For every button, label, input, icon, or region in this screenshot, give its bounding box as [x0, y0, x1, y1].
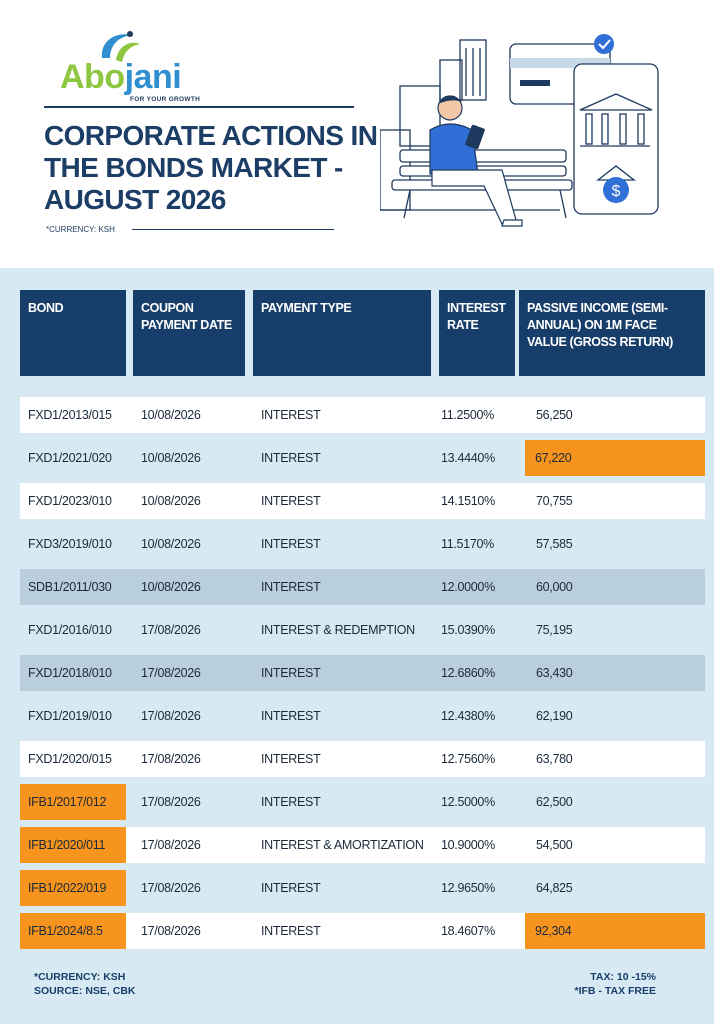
cell-income: 70,755	[536, 494, 573, 508]
cell-bond: FXD1/2018/010	[28, 666, 112, 680]
cell-date: 10/08/2026	[141, 451, 201, 465]
cell-rate: 12.9650%	[441, 881, 495, 895]
cell-income-highlighted: 67,220	[525, 440, 705, 476]
cell-date: 17/08/2026	[141, 709, 201, 723]
cell-rate: 12.6860%	[441, 666, 495, 680]
cell-rate: 18.4607%	[441, 924, 495, 938]
divider	[132, 229, 334, 230]
cell-income: 54,500	[536, 838, 573, 852]
cell-rate: 15.0390%	[441, 623, 495, 637]
cell-rate: 11.2500%	[441, 408, 494, 422]
table-row	[20, 827, 705, 863]
footer-ifb-note: *IFB - TAX FREE	[574, 985, 656, 997]
cell-bond: FXD1/2013/015	[28, 408, 112, 422]
table-row	[20, 483, 705, 519]
cell-bond: FXD1/2021/020	[28, 451, 112, 465]
cell-rate: 14.1510%	[441, 494, 495, 508]
footer-source: SOURCE: NSE, CBK	[34, 985, 136, 997]
cell-bond: FXD1/2019/010	[28, 709, 112, 723]
footer-currency: *CURRENCY: KSH	[34, 971, 126, 983]
cell-date: 17/08/2026	[141, 752, 201, 766]
cell-rate: 12.4380%	[441, 709, 495, 723]
table-row	[20, 612, 705, 648]
table-row	[20, 655, 705, 691]
cell-type: INTEREST	[261, 881, 321, 895]
cell-type: INTEREST & REDEMPTION	[261, 623, 415, 637]
cell-date: 17/08/2026	[141, 623, 201, 637]
brand-wordmark	[60, 58, 181, 97]
cell-date: 10/08/2026	[141, 408, 201, 422]
cell-date: 17/08/2026	[141, 924, 201, 938]
cell-bond: FXD1/2016/010	[28, 623, 112, 637]
footer-notes-right	[575, 970, 656, 998]
title-line-2: THE BONDS MARKET -	[44, 152, 343, 183]
cell-date: 10/08/2026	[141, 537, 201, 551]
table-row	[20, 784, 705, 820]
cell-income: 62,190	[536, 709, 573, 723]
table-row	[20, 397, 705, 433]
cell-type: INTEREST	[261, 408, 321, 422]
header	[0, 0, 714, 268]
cell-type: INTEREST	[261, 795, 321, 809]
cell-type: INTEREST	[261, 580, 321, 594]
footer-notes-left	[34, 970, 136, 998]
cell-date: 17/08/2026	[141, 881, 201, 895]
brand-name-part1: Abo	[60, 58, 125, 96]
column-header-interest-rate: INTEREST RATE	[439, 290, 515, 376]
cell-bond: FXD1/2020/015	[28, 752, 112, 766]
cell-income: 63,430	[536, 666, 573, 680]
page-title	[44, 120, 384, 216]
cell-type: INTEREST	[261, 451, 321, 465]
table-row	[20, 698, 705, 734]
cell-date: 10/08/2026	[141, 580, 201, 594]
cell-bond-highlighted: IFB1/2020/011	[20, 827, 126, 863]
cell-bond-highlighted: IFB1/2022/019	[20, 870, 126, 906]
cell-type: INTEREST	[261, 924, 321, 938]
cell-type: INTEREST	[261, 752, 321, 766]
cell-rate: 10.9000%	[441, 838, 495, 852]
cell-rate: 12.7560%	[441, 752, 495, 766]
cell-bond: SDB1/2011/030	[28, 580, 112, 594]
cell-type: INTEREST	[261, 666, 321, 680]
cell-type: INTEREST	[261, 537, 321, 551]
cell-rate: 13.4440%	[441, 451, 495, 465]
title-line-1: CORPORATE ACTIONS IN	[44, 120, 378, 151]
cell-income: 57,585	[536, 537, 573, 551]
table-row	[20, 440, 705, 476]
cell-rate: 11.5170%	[441, 537, 494, 551]
cell-rate: 12.5000%	[441, 795, 495, 809]
cell-income: 75,195	[536, 623, 573, 637]
column-header-bond: BOND	[20, 290, 126, 376]
cell-income-highlighted: 92,304	[525, 913, 705, 949]
cell-income: 56,250	[536, 408, 573, 422]
table-row	[20, 741, 705, 777]
column-header-payment-type: PAYMENT TYPE	[253, 290, 431, 376]
table-row	[20, 913, 705, 949]
cell-date: 17/08/2026	[141, 666, 201, 680]
title-line-3: AUGUST 2026	[44, 184, 226, 215]
svg-text:$: $	[611, 183, 621, 200]
column-header-passive-income: PASSIVE INCOME (SEMI-ANNUAL) ON 1M FACE VALUE (GROSS RETURN)	[519, 290, 705, 376]
cell-bond-highlighted: IFB1/2024/8.5	[20, 913, 126, 949]
cell-date: 10/08/2026	[141, 494, 201, 508]
cell-type: INTEREST	[261, 494, 321, 508]
brand-tagline: FOR YOUR GROWTH	[130, 96, 201, 103]
person-with-tablet-illustration-icon	[380, 30, 670, 230]
cell-bond-highlighted: IFB1/2017/012	[20, 784, 126, 820]
cell-bond: FXD1/2023/010	[28, 494, 112, 508]
check-icon	[594, 34, 614, 54]
currency-note: *CURRENCY: KSH	[46, 225, 115, 234]
brand-name-part2: jani	[124, 58, 182, 96]
cell-type: INTEREST	[261, 709, 321, 723]
cell-income: 62,500	[536, 795, 573, 809]
table-row	[20, 870, 705, 906]
table-row	[20, 526, 705, 562]
cell-date: 17/08/2026	[141, 838, 201, 852]
cell-bond: FXD3/2019/010	[28, 537, 112, 551]
footer-tax: TAX: 10 -15%	[590, 971, 656, 983]
brand-logo	[60, 28, 220, 106]
cell-date: 17/08/2026	[141, 795, 201, 809]
cell-income: 60,000	[536, 580, 573, 594]
cell-type: INTEREST & AMORTIZATION	[261, 838, 424, 852]
cell-rate: 12.0000%	[441, 580, 495, 594]
cell-income: 63,780	[536, 752, 573, 766]
cell-income: 64,825	[536, 881, 573, 895]
table-row	[20, 569, 705, 605]
divider	[44, 106, 354, 108]
column-header-coupon-date: COUPON PAYMENT DATE	[133, 290, 245, 376]
